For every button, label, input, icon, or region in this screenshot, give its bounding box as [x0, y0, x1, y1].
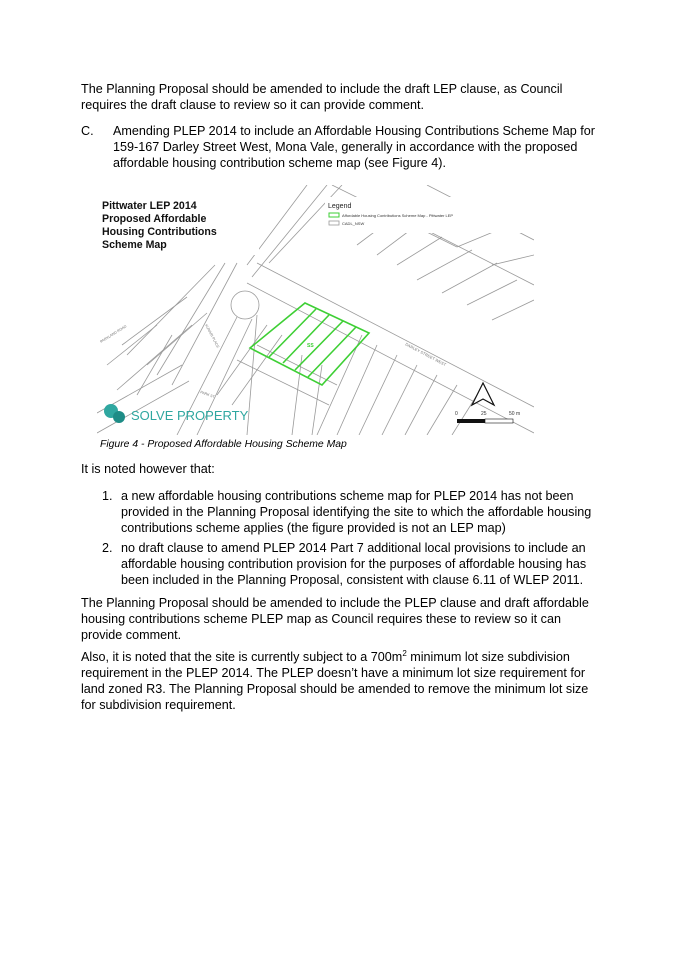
street-label-park: PARK ST — [199, 390, 216, 400]
intro-paragraph: The Planning Proposal should be amended to include the draft LEP clause, as Council requires the draft clause to review so it can provide comment. — [81, 82, 563, 112]
figure-caption: Figure 4 - Proposed Affordable Housing Scheme Map — [100, 439, 347, 450]
site-label: SS — [307, 343, 314, 349]
scale-label-0: 0 — [455, 411, 458, 417]
map-title-line-1: Pittwater LEP 2014 — [102, 200, 197, 212]
noted-intro: It is noted however that: — [81, 462, 215, 476]
legend-label-scheme: Affordable Housing Contributions Scheme Map - Pittwater LEP — [342, 213, 454, 218]
item-c-marker: C. — [81, 124, 94, 138]
map-svg — [97, 185, 534, 435]
noted-item-2-marker: 2. — [102, 541, 113, 555]
map-title-line-4: Scheme Map — [102, 239, 167, 251]
scale-label-25: 25 — [481, 411, 487, 417]
item-c-text: Amending PLEP 2014 to include an Affordable Housing Contributions Scheme Map for 159-167 Darley Street West, Mona Vale, generally in accordance with the proposed affordable housing contribution scheme map (see Figure 4). — [113, 124, 595, 170]
final-paragraph-end: minimum lot size subdivision requirement in the PLEP 2014. The PLEP doesn’t have a minimum lot size requirement for land zoned R3. The Planning Proposal should be amended to remove the minimum lot size for subdivision requirement. — [81, 650, 589, 712]
noted-item-2-text: no draft clause to amend PLEP 2014 Part 7 additional local provisions to include an affordable housing contribution provision for the purposes of affordable housing has been included in the Planning Proposal, consistent with clause 6.11 of WLEP 2011. — [121, 541, 587, 587]
street-label-parkland: PARKLAND ROAD — [99, 324, 128, 344]
final-paragraph — [81, 649, 596, 713]
noted-item-1-marker: 1. — [102, 489, 113, 503]
final-paragraph-start: Also, it is noted that the site is currently subject to a 700m — [81, 650, 403, 664]
noted-item-1-text: a new affordable housing contributions scheme map for PLEP 2014 has not been provided in the Planning Proposal identifying the site to which the affordable housing contributions scheme applies (the figure provided is not an LEP map) — [121, 489, 592, 535]
affordable-housing-scheme-map — [97, 185, 534, 435]
logo-text: SOLVE PROPERTY — [131, 408, 249, 423]
legend-label-cadl: CADL_NSW — [342, 221, 365, 226]
street-label-kunari: KUNARI PLACE — [204, 323, 221, 349]
map-title-line-2: Proposed Affordable — [102, 213, 207, 225]
legend-title: Legend — [328, 203, 352, 210]
map-title-line-3: Housing Contributions — [102, 226, 217, 238]
superscript-two: 2 — [402, 648, 407, 658]
street-label-darley: DARLEY STREET WEST — [404, 341, 447, 368]
plep-map-paragraph: The Planning Proposal should be amended to include the PLEP clause and draft affordable housing contributions scheme PLEP map as Council requires these to review so it can provide comment. — [81, 596, 589, 642]
scale-label-50: 50 m — [509, 411, 521, 417]
